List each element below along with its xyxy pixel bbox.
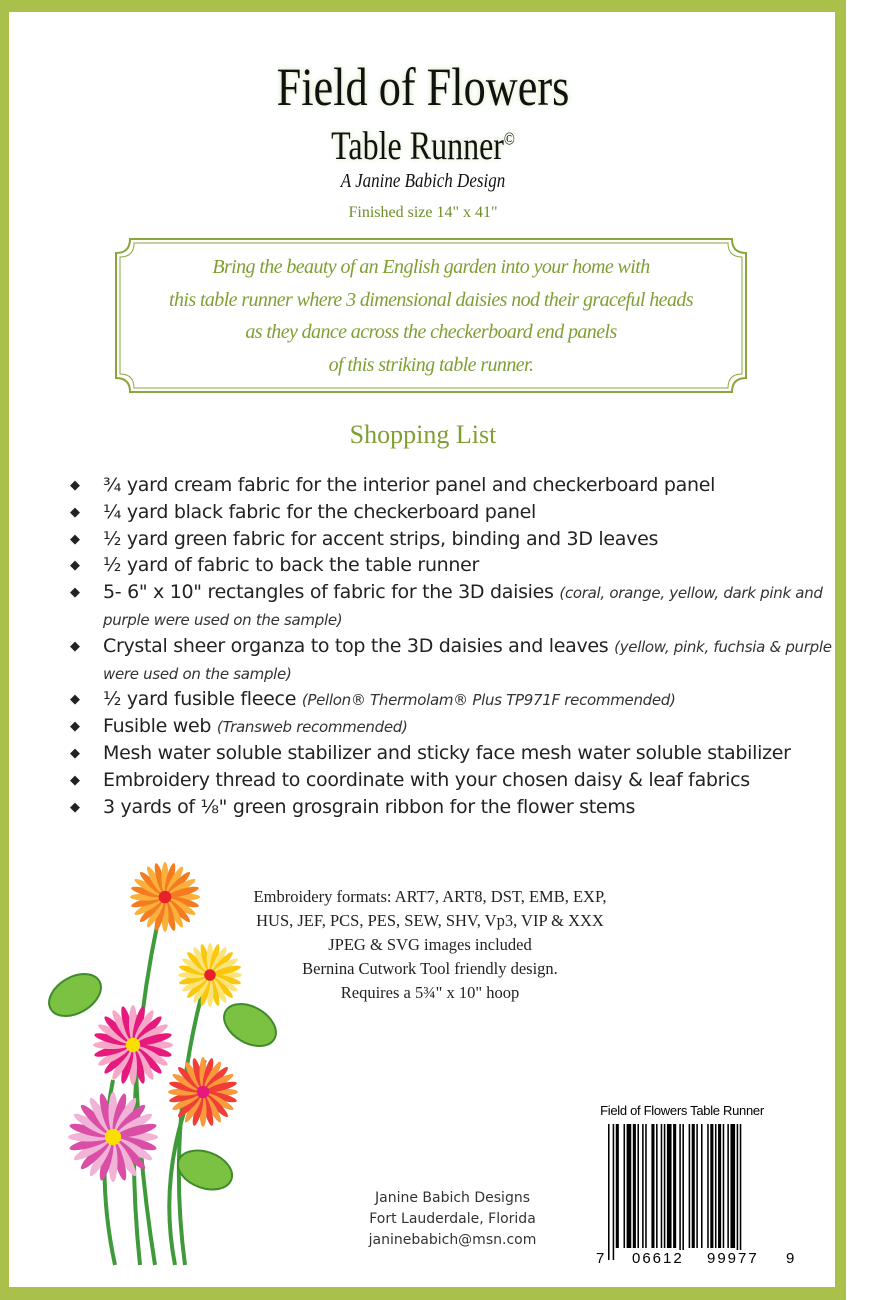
- shopping-list: [70, 473, 840, 821]
- barcode-bar: [616, 1124, 619, 1248]
- intro-line: of this striking table runner.: [328, 353, 534, 376]
- shopping-list-item: [70, 634, 840, 688]
- barcode-bar: [740, 1124, 742, 1260]
- company-name: Janine Babich Designs: [374, 1190, 531, 1206]
- title: Field of Flowers: [276, 57, 570, 117]
- barcode-digit: 99977: [707, 1250, 759, 1267]
- bullet-icon: ◆: [70, 504, 80, 520]
- leaf-icon: [173, 1144, 238, 1197]
- barcode-bar: [696, 1124, 698, 1248]
- shopping-list-item: [70, 580, 840, 634]
- embroidery-line: Bernina Cutwork Tool friendly design.: [302, 959, 558, 978]
- item-text: ¼ yard black fabric for the checkerboard panel: [103, 500, 537, 523]
- location: Fort Lauderdale, Florida: [369, 1211, 536, 1227]
- barcode-bar: [679, 1124, 681, 1260]
- bullet-icon: ◆: [70, 638, 80, 654]
- daisy-center: [105, 1129, 121, 1145]
- daisy-center: [197, 1086, 210, 1099]
- subtitle-text: Table Runner: [331, 123, 504, 168]
- barcode-digit: 7: [596, 1250, 607, 1267]
- barcode: [608, 1124, 780, 1260]
- barcode-bar: [701, 1124, 703, 1248]
- item-text: ¾ yard cream fabric for the interior panel and checkerboard panel: [103, 474, 716, 496]
- item-text: Crystal sheer organza to top the 3D daisies and leaves: [103, 634, 615, 657]
- barcode-bar: [642, 1124, 644, 1248]
- barcode-bar: [624, 1124, 626, 1248]
- shopping-list-item: [70, 741, 840, 768]
- shopping-list-item: [70, 527, 840, 554]
- barcode-bar: [682, 1124, 684, 1260]
- daisy-center: [126, 1038, 140, 1052]
- finished-size: Finished size 14" x 41": [348, 204, 498, 221]
- shopping-list-item: [70, 553, 840, 580]
- item-text: ½ yard fusible fleece: [103, 688, 302, 711]
- barcode-bar: [667, 1124, 672, 1248]
- bullet-icon: ◆: [70, 772, 80, 788]
- barcode-bar: [727, 1124, 729, 1248]
- barcode-bar: [723, 1124, 725, 1248]
- item-text: Embroidery thread to coordinate with your chosen daisy & leaf fabrics: [103, 768, 750, 791]
- email: janinebabich@msn.com: [368, 1232, 537, 1248]
- barcode-bar: [637, 1124, 639, 1248]
- barcode-bar: [627, 1124, 632, 1248]
- barcode-bar: [661, 1124, 663, 1248]
- item-note: (coral, orange, yellow, dark pink and purple were used on the sample): [103, 584, 823, 629]
- barcode-bar: [651, 1124, 654, 1248]
- bullet-icon: ◆: [70, 719, 80, 735]
- embroidery-line: JPEG & SVG images included: [328, 935, 532, 954]
- shopping-list-item: [70, 714, 840, 741]
- bullet-icon: ◆: [70, 558, 80, 574]
- barcode-bar: [673, 1124, 676, 1248]
- embroidery-line: Requires a 5¾" x 10" hoop: [340, 983, 520, 1002]
- barcode-bar: [737, 1124, 739, 1260]
- item-text: Fusible web: [103, 715, 217, 738]
- bullet-icon: ◆: [70, 799, 80, 815]
- item-text: 3 yards of ⅛" green grosgrain ribbon for the flower stems: [103, 795, 636, 818]
- barcode-label: Field of Flowers Table Runner: [600, 1103, 764, 1118]
- barcode-bar: [707, 1124, 709, 1248]
- barcode-bar: [689, 1124, 691, 1248]
- embroidery-line: HUS, JEF, PCS, PES, SEW, SHV, Vp3, VIP & XXX: [256, 911, 604, 930]
- barcode-digit: 9: [786, 1250, 797, 1267]
- barcode-bar: [718, 1124, 721, 1248]
- designer-credit: A Janine Babich Design: [340, 170, 506, 192]
- barcode-bar: [692, 1124, 695, 1248]
- barcode-digit: 06612: [632, 1250, 684, 1267]
- bullet-icon: ◆: [70, 531, 80, 547]
- item-text: ½ yard of fabric to back the table runner: [103, 554, 480, 577]
- item-text: 5- 6" x 10" rectangles of fabric for the 3D daisies: [103, 581, 560, 604]
- barcode-bar: [730, 1124, 735, 1248]
- item-text: ½ yard green fabric for accent strips, binding and 3D leaves: [103, 527, 659, 550]
- shopping-list-item: [70, 687, 840, 714]
- copyright: ©: [503, 128, 515, 149]
- shopping-list-item: [70, 473, 840, 500]
- barcode-bar: [656, 1124, 658, 1248]
- item-note: (Transweb recommended): [216, 718, 408, 737]
- intro-text: [114, 251, 748, 381]
- shopping-list-item: [70, 768, 840, 795]
- embroidery-line: Embroidery formats: ART7, ART8, DST, EMB, EXP,: [253, 887, 607, 906]
- shopping-list-item: [70, 500, 840, 527]
- intro-line: as they dance across the checkerboard end panels: [245, 321, 617, 343]
- item-note: (yellow, pink, fuchsia & purple were used on the sample): [103, 637, 832, 683]
- intro-line: this table runner where 3 dimensional daisies nod their graceful heads: [169, 288, 693, 311]
- subtitle: [85, 122, 762, 169]
- bullet-icon: ◆: [70, 585, 80, 601]
- barcode-bar: [715, 1124, 717, 1248]
- barcode-bar: [645, 1124, 647, 1248]
- embroidery-info: [200, 885, 660, 1005]
- intro-line: Bring the beauty of an English garden into your home with: [212, 256, 650, 278]
- bullet-icon: ◆: [70, 692, 80, 708]
- item-note: (Pellon® Thermolam® Plus TP971F recommended): [301, 691, 676, 710]
- leaf-icon: [45, 965, 108, 1024]
- barcode-bar: [710, 1124, 713, 1248]
- barcode-bar: [613, 1124, 615, 1260]
- shopping-list-item: [70, 795, 840, 822]
- barcode-bar: [664, 1124, 666, 1248]
- daisy-center: [159, 891, 172, 904]
- barcode-bar: [608, 1124, 610, 1260]
- barcode-bar: [633, 1124, 636, 1248]
- item-text: Mesh water soluble stabilizer and sticky face mesh water soluble stabilizer: [103, 741, 791, 764]
- shopping-list-heading: Shopping List: [349, 420, 497, 449]
- address: [340, 1188, 565, 1251]
- bullet-icon: ◆: [70, 478, 80, 493]
- bullet-icon: ◆: [70, 745, 80, 761]
- intro-box: [114, 237, 748, 394]
